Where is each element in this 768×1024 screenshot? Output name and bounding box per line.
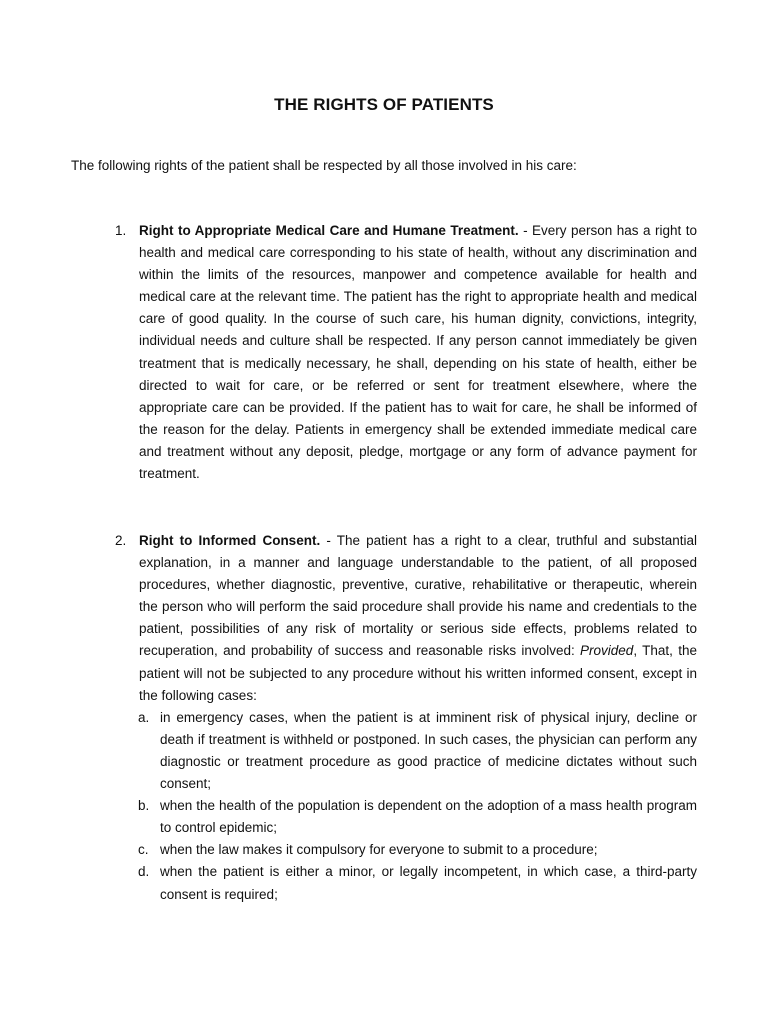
exception-item-a [115,707,697,795]
right-text: - The patient has a right to a clear, truthful and substantial explanation, in a manner and language understandable to the patient, of all proposed procedures, whether diagnostic, preventive, curative, rehabilitative or therapeutic, wherein the person who will perform the said procedure shall provide his name and credentials to the patient, possibilities of any risk of mortality or serious side effects, problems related to recuperation, and probability of success and reasonable risks involved: [139,533,698,659]
right-item-1 [115,220,697,485]
right-text: - Every person has a right to health and medical care corresponding to his state of health, without any discrimination and within the limits of the resources, manpower and competence available for health and medical care at the relevant time. The patient has the right to appropriate health and medical care of good quality. In the course of such care, his human dignity, convictions, integrity, individual needs and culture shall be respected. If any person cannot immediately be given treatment that is medically necessary, he shall, depending on his state of health, either be directed to wait for care, or be referred or sent for treatment elsewhere, where the appropriate care can be provided. If the patient has to wait for care, he shall be informed of the reason for the delay. Patients in emergency shall be extended immediate medical care and treatment without any deposit, pledge, mortgage or any form of advance payment for treatment. [139,223,697,482]
intro-paragraph: The following rights of the patient shall be respected by all those involved in his care: [71,158,577,173]
exception-item-d [115,861,697,905]
right-heading: Right to Appropriate Medical Care and Humane Treatment. [139,223,519,238]
right-text: , That, the patient will not be subjected to any procedure without his written informed consent, except in the following cases: [139,643,697,703]
exception-letter: d. [138,864,150,880]
exception-text: when the health of the population is dependent on the adoption of a mass health program to control epidemic; [160,798,697,836]
exceptions-list [115,707,697,906]
exception-letter: b. [138,798,150,814]
exception-letter: c. [138,842,149,858]
right-number: 1. [115,223,127,238]
exception-text: in emergency cases, when the patient is at imminent risk of physical injury, decline or death if treatment is withheld or postponed. In such cases, the physician can perform any diagnostic or treatment procedure as good practice of medicine dictates without such consent; [160,709,697,792]
rights-list-part-1 [115,220,697,485]
exception-text: when the patient is either a minor, or legally incompetent, in which case, a third-party consent is required; [160,864,697,902]
right-number: 2. [115,533,127,548]
exception-text: when the law makes it compulsory for everyone to submit to a procedure; [160,842,598,858]
exception-letter: a. [138,709,150,725]
document-title: THE RIGHTS OF PATIENTS [274,95,494,114]
right-item-2 [115,530,697,707]
exception-item-c [115,839,697,861]
right-text-emphasis: Provided [580,643,634,659]
right-heading: Right to Informed Consent. [139,533,321,548]
exception-item-b [115,795,697,839]
rights-list-part-2 [115,530,697,906]
